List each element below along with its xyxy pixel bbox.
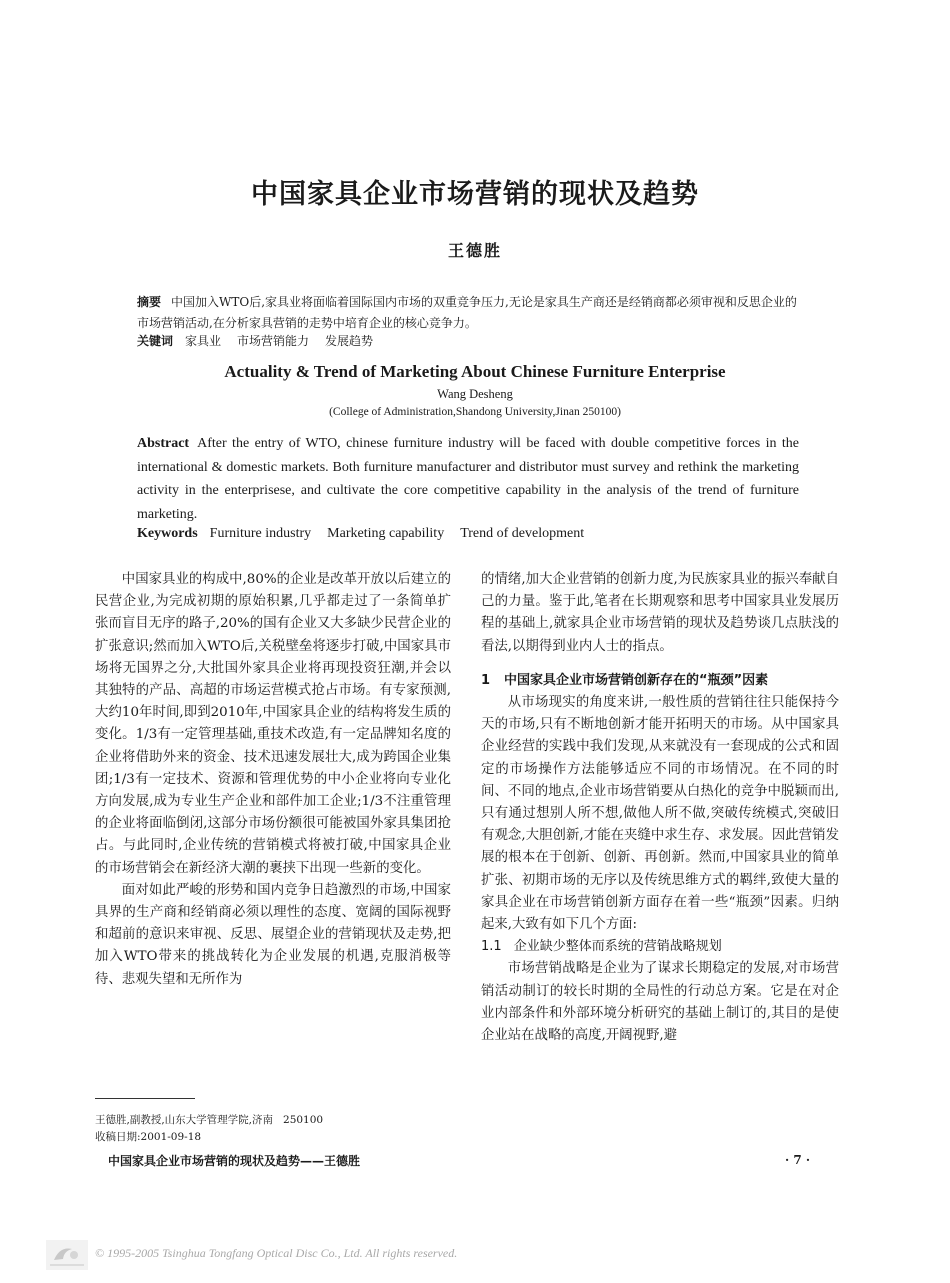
copyright-notice: © 1995-2005 Tsinghua Tongfang Optical Disc Co., Ltd. All rights reserved. xyxy=(95,1246,458,1260)
footnote-author-line xyxy=(95,1112,455,1129)
running-title: 中国家具企业市场营销的现状及趋势——王德胜 xyxy=(108,1154,361,1168)
english-abstract xyxy=(137,432,799,526)
body-paragraph: 面对如此严峻的形势和国内竞争日趋激烈的市场,中国家具界的生产商和经销商必须以理性的态度、宽阔的国际视野和超前的意识来审视、反思、展望企业的营销现状及走势,把加入WTO带来的挑战转化为企业发展的机遇,克服消极等待、悲观失望和无所作为 xyxy=(95,882,451,987)
chinese-abstract xyxy=(137,292,807,334)
section-number: 1 xyxy=(481,672,491,688)
section-heading xyxy=(481,670,839,692)
chinese-keywords-label: 关键词 xyxy=(137,334,174,348)
english-affiliation: (College of Administration,Shandong University,Jinan 250100) xyxy=(329,406,621,418)
body-paragraph: 的情绪,加大企业营销的创新力度,为民族家具业的振兴奉献自己的力量。鉴于此,笔者在长期观察和思考中国家具业发展历程的基础上,就家具企业市场营销的现状及趋势谈几点肤浅的看法,以期得到业内人士的指点。 xyxy=(481,572,839,654)
chinese-keyword: 发展趋势 xyxy=(325,334,374,348)
chinese-keyword: 市场营销能力 xyxy=(237,334,310,348)
english-keyword: Trend of development xyxy=(460,526,585,541)
subsection-heading xyxy=(481,936,839,958)
section-title: 中国家具企业市场营销创新存在的“瓶颈”因素 xyxy=(504,672,769,688)
english-abstract-text: After the entry of WTO, chinese furniture industry will be faced with double competitive forces in the international & domestic markets. Both furniture manufacturer and distributor must survey and rethink the marketing activity in the enterprisese, and cultivate the core competitive capability in the analysis of the trend of furniture marketing. xyxy=(137,436,799,522)
english-keyword: Furniture industry xyxy=(209,526,312,541)
subsection-number: 1.1 xyxy=(481,939,502,955)
chinese-abstract-text: 中国加入WTO后,家具业将面临着国际国内市场的双重竞争压力,无论是家具生产商还是经销商都必须审视和反思企业的市场营销活动,在分析家具营销的走势中培育企业的核心竞争力。 xyxy=(137,295,797,330)
english-title: Actuality & Trend of Marketing About Chinese Furniture Enterprise xyxy=(224,362,726,381)
chinese-keywords xyxy=(137,331,807,351)
body-paragraph: 中国家具业的构成中,80%的企业是改革开放以后建立的民营企业,为完成初期的原始积累,几乎都走过了一条简单扩张而盲目无序的路子,20%的国有企业又大多缺少民营企业的扩张意识;然而加入WTO后,关税壁垒将逐步打破,中国家具市场将无国界之分,大批国外家具企业将再现投资狂潮,并会以其独特的产品、高超的市场运营模式抢占市场。有专家预测,大约10年时间,即到2010年,中国家具企业的结构将发生质的变化。1/3有一定管理基础,重技术改造,有一定品牌知名度的企业将借助外来的资金、技术迅速发展壮大,成为跨国企业集团;1/3有一定技术、资源和管理优势的中小企业将向专业化方向发展,成为专业生产企业和部件加工企业;1/3不注重管理的企业将面临倒闭,这部分市场份额很可能被国外家具集团抢占。与此同时,企业传统的营销模式将被打破,中国家具企业的市场营销会在新经济大潮的裹挟下出现一些新的变化。 xyxy=(95,572,451,876)
page-number: · 7 · xyxy=(785,1153,811,1167)
publisher-logo-icon xyxy=(46,1240,88,1274)
subsection-title: 企业缺少整体而系统的营销战略规划 xyxy=(513,939,722,955)
body-column-right xyxy=(481,569,839,1047)
author-name: 王德胜 xyxy=(447,241,502,260)
chinese-abstract-label: 摘要 xyxy=(137,295,162,309)
body-column-left xyxy=(95,569,451,991)
footnote xyxy=(95,1112,455,1146)
body-paragraph: 从市场现实的角度来讲,一般性质的营销往往只能保持今天的市场,只有不断地创新才能开拓明天的市场。从中国家具企业经营的实践中我们发现,从来就没有一套现成的公式和固定的市场操作方法能够适应不同的市场情况。在不同的时间、不同的地点,企业市场营销要从白热化的竞争中脱颖而出,只有通过想别人所不想,做他人所不做,突破传统模式,突破旧有观念,大胆创新,才能在夹缝中求生存、求发展。因此营销发展的根本在于创新、创新、再创新。然而,中国家具业的简单扩张、初期市场的无序以及传统思维方式的羁绊,致使大量的家具企业在市场营销创新方面存在着一些“瓶颈”因素。归纳起来,大致有如下几个方面: xyxy=(481,695,839,933)
english-keywords-label: Keywords xyxy=(137,526,198,541)
page-title: 中国家具企业市场营销的现状及趋势 xyxy=(251,179,699,210)
footnote-author-info: 王德胜,副教授,山东大学管理学院,济南 xyxy=(95,1114,274,1126)
chinese-keyword: 家具业 xyxy=(185,334,222,348)
english-author: Wang Desheng xyxy=(437,387,513,401)
footnote-received: 收稿日期:2001-09-18 xyxy=(95,1131,202,1143)
footnote-postcode: 250100 xyxy=(283,1114,324,1126)
english-keywords xyxy=(137,526,799,542)
body-paragraph: 市场营销战略是企业为了谋求长期稳定的发展,对市场营销活动制订的较长时期的全局性的行动总方案。它是在对企业内部条件和外部环境分析研究的基础上制订的,其目的是使企业站在战略的高度,开阔视野,避 xyxy=(481,961,839,1044)
english-keyword: Marketing capability xyxy=(327,526,445,541)
english-abstract-label: Abstract xyxy=(137,436,190,451)
footnote-divider xyxy=(95,1098,195,1099)
